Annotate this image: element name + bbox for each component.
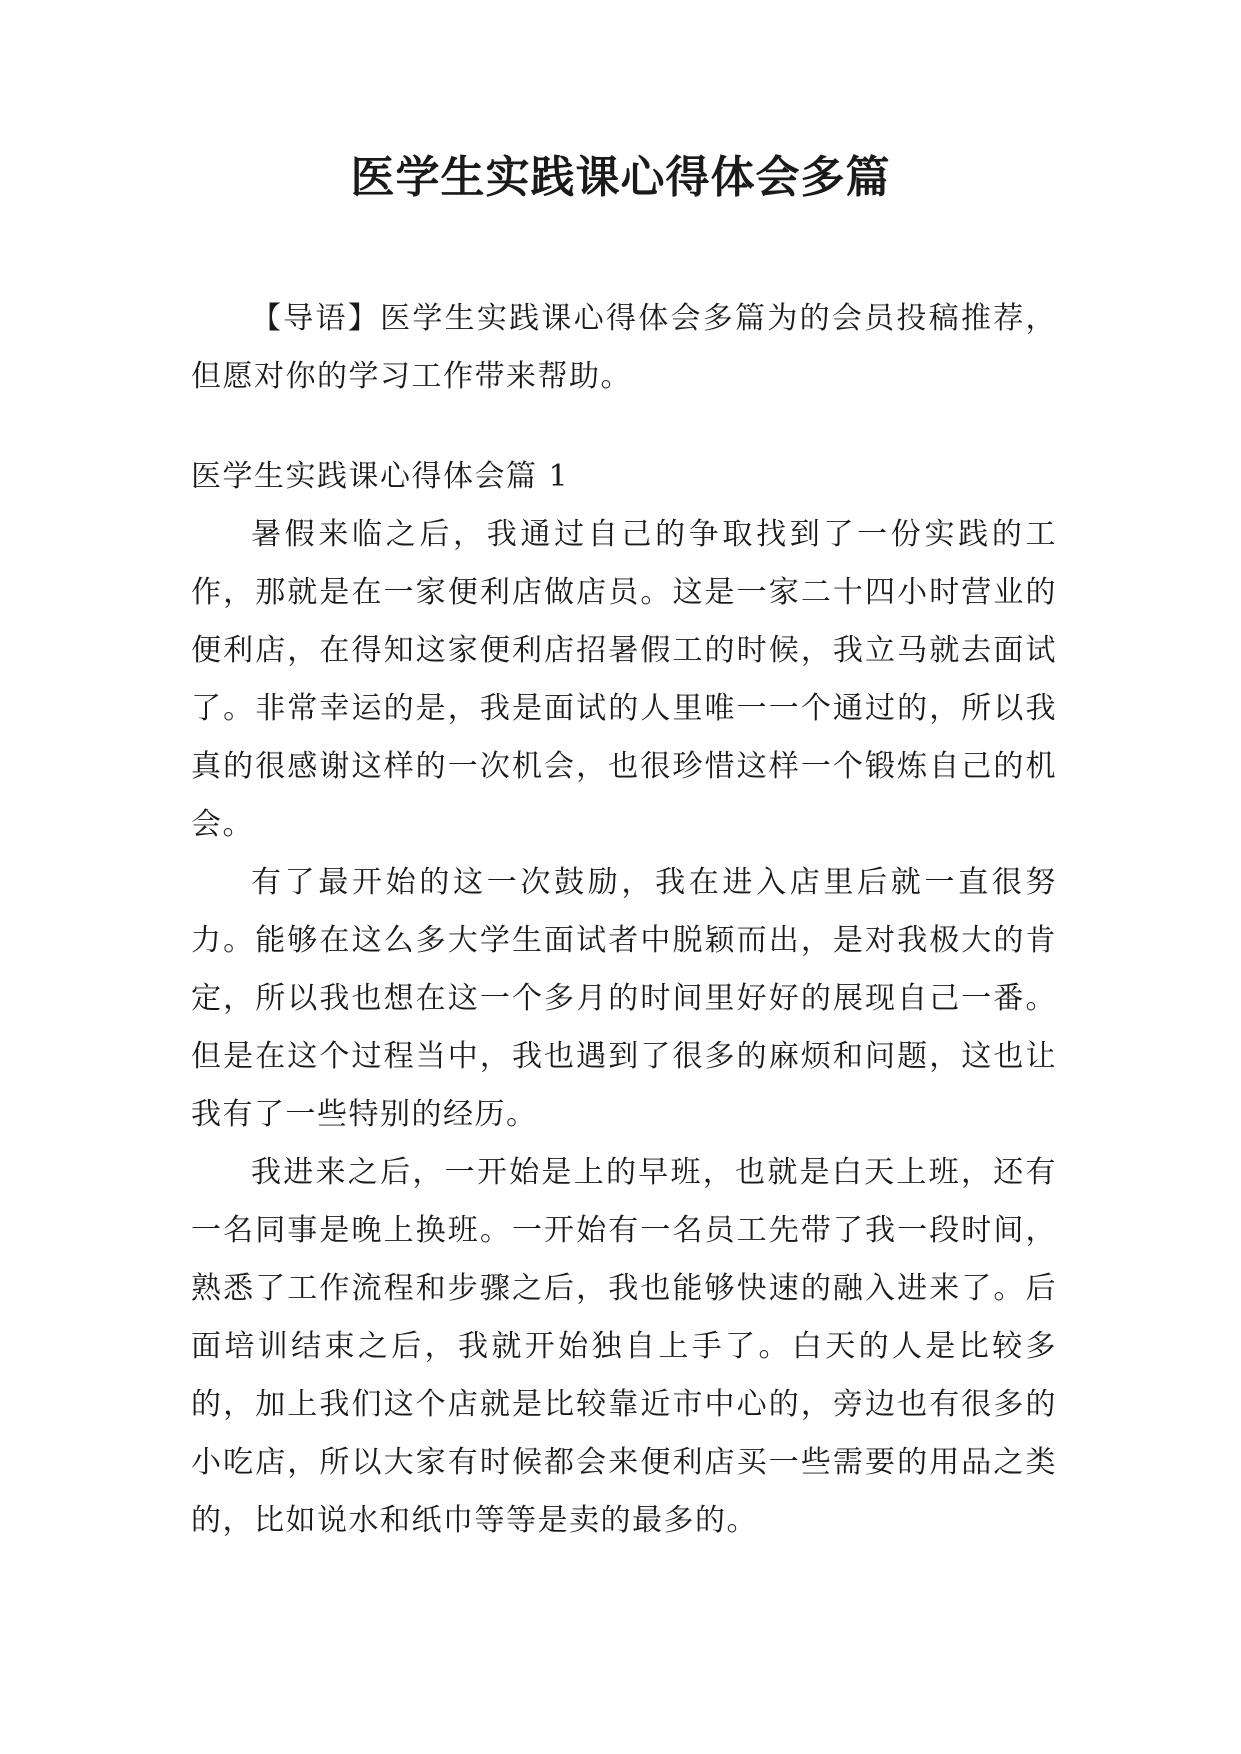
section-heading: 医学生实践课心得体会篇 1: [191, 459, 570, 494]
body-paragraph: 我进来之后，一开始是上的早班，也就是白天上班，还有一名同事是晚上换班。一开始有一名员工先带了我一段时间，熟悉了工作流程和步骤之后，我也能够快速的融入进来了。后面培训结束之后，我就开始独自上手了。白天的人是比较多的，加上我们这个店就是比较靠近市中心的，旁边也有很多的小吃店，所以大家有时候都会来便利店买一些需要的用品之类的，比如说水和纸巾等等是卖的最多的。: [191, 1155, 1057, 1538]
page-title: 医学生实践课心得体会多篇: [350, 152, 891, 203]
body-paragraph: 有了最开始的这一次鼓励，我在进入店里后就一直很努力。能够在这么多大学生面试者中脱颖而出，是对我极大的肯定，所以我也想在这一个多月的时间里好好的展现自己一番。但是在这个过程当中，我也遇到了很多的麻烦和问题，这也让我有了一些特别的经历。: [191, 865, 1057, 1132]
document-body: [191, 290, 1057, 1550]
body-paragraph: 暑假来临之后，我通过自己的争取找到了一份实践的工作，那就是在一家便利店做店员。这是一家二十四小时营业的便利店，在得知这家便利店招暑假工的时候，我立马就去面试了。非常幸运的是，我是面试的人里唯一一个通过的，所以我真的很感谢这样的一次机会，也很珍惜这样一个锻炼自己的机会。: [191, 517, 1057, 842]
intro-paragraph: 【导语】医学生实践课心得体会多篇为的会员投稿推荐，但愿对你的学习工作带来帮助。: [191, 301, 1057, 394]
